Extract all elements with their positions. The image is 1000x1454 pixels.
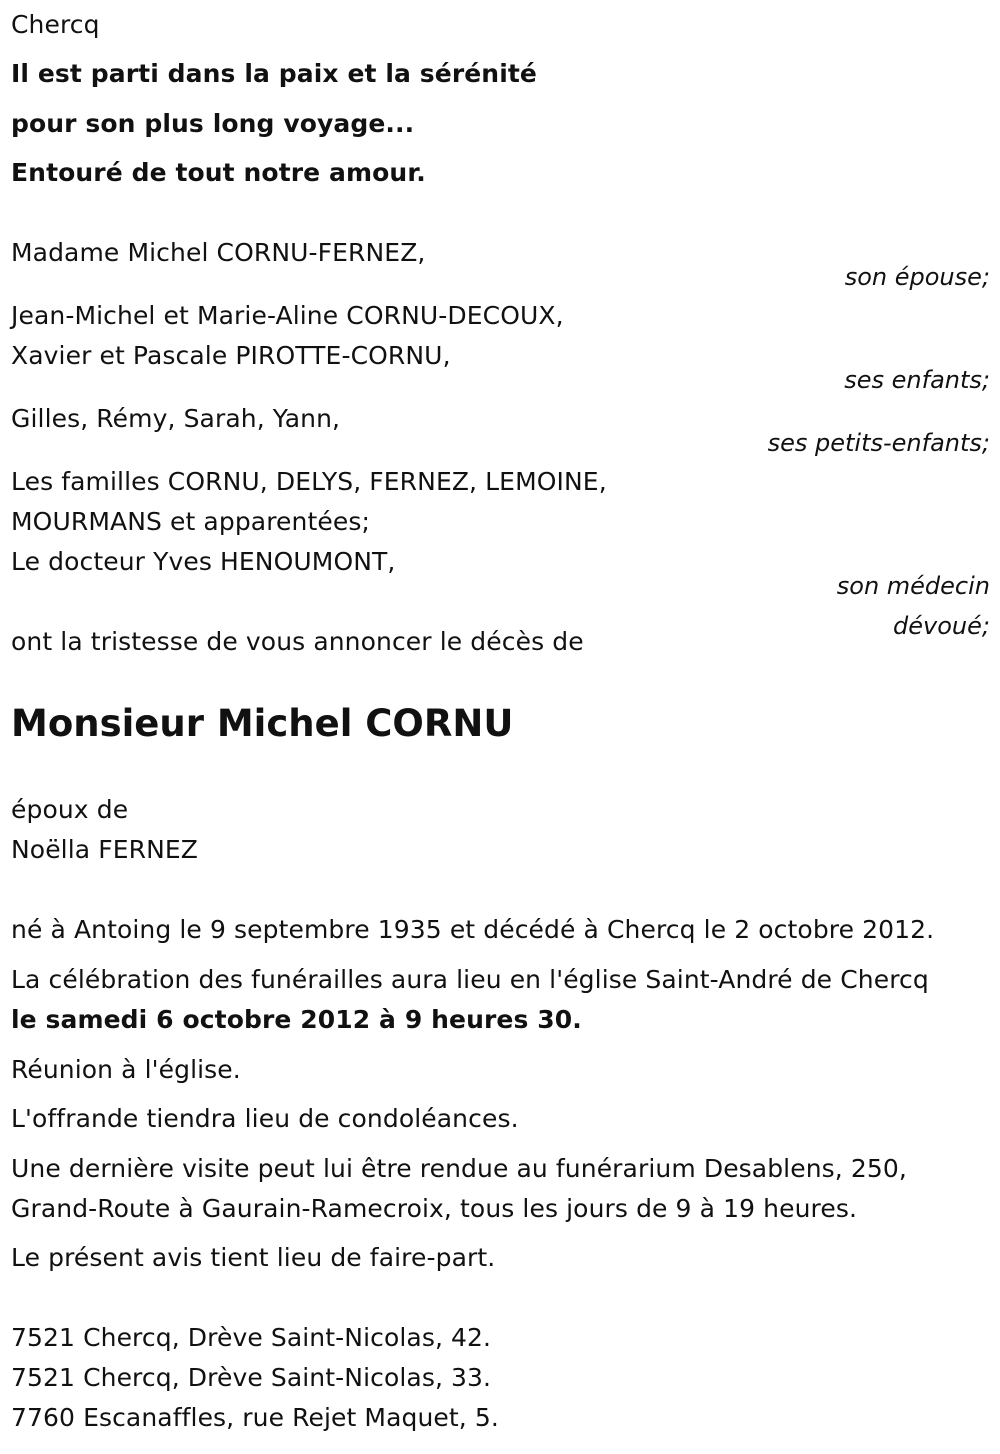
doctor-relation-line-1: son médecin [836, 572, 990, 600]
funeral-info: La célébration des funérailles aura lieu en l'église Saint-André de Chercq [11, 965, 929, 994]
location-header: Chercq [11, 10, 100, 39]
visit-line-1: Une dernière visite peut lui être rendue au funérarium Desablens, 250, [11, 1154, 907, 1183]
visit-line-2: Grand-Route à Gaurain-Ramecroix, tous les jours de 9 à 19 heures. [11, 1194, 857, 1223]
wife-name: Madame Michel CORNU-FERNEZ, [11, 238, 426, 267]
children-relation: ses enfants; [844, 366, 990, 394]
funeral-date: le samedi 6 octobre 2012 à 9 heures 30. [11, 1005, 582, 1034]
address-line-3: 7760 Escanaffles, rue Rejet Maquet, 5. [11, 1403, 499, 1432]
doctor-relation-line-2: dévoué; [893, 612, 990, 640]
intro-line-1: Il est parti dans la paix et la sérénité [11, 59, 537, 88]
wife-relation: son épouse; [844, 263, 990, 291]
child-line-2: Xavier et Pascale PIROTTE-CORNU, [11, 341, 451, 370]
spouse-label: époux de [11, 795, 129, 824]
grandchildren-relation: ses petits-enfants; [767, 429, 990, 457]
deceased-name: Monsieur Michel CORNU [11, 702, 514, 745]
intro-line-2: pour son plus long voyage... [11, 109, 415, 138]
address-line-2: 7521 Chercq, Drève Saint-Nicolas, 33. [11, 1363, 492, 1392]
families-line-2: MOURMANS et apparentées; [11, 507, 370, 536]
announcement: ont la tristesse de vous annoncer le décès de [11, 627, 584, 656]
doctor-name: Le docteur Yves HENOUMONT, [11, 547, 396, 576]
address-line-1: 7521 Chercq, Drève Saint-Nicolas, 42. [11, 1323, 492, 1352]
families-line-1: Les familles CORNU, DELYS, FERNEZ, LEMOINE, [11, 467, 607, 496]
birth-death: né à Antoing le 9 septembre 1935 et décédé à Chercq le 2 octobre 2012. [11, 915, 935, 944]
meeting-info: Réunion à l'église. [11, 1055, 241, 1084]
notice-info: Le présent avis tient lieu de faire-part. [11, 1243, 496, 1272]
child-line-1: Jean-Michel et Marie-Aline CORNU-DECOUX, [11, 301, 564, 330]
spouse-name: Noëlla FERNEZ [11, 835, 199, 864]
grandchildren-names: Gilles, Rémy, Sarah, Yann, [11, 404, 341, 433]
intro-line-3: Entouré de tout notre amour. [11, 158, 426, 187]
offering-info: L'offrande tiendra lieu de condoléances. [11, 1104, 519, 1133]
